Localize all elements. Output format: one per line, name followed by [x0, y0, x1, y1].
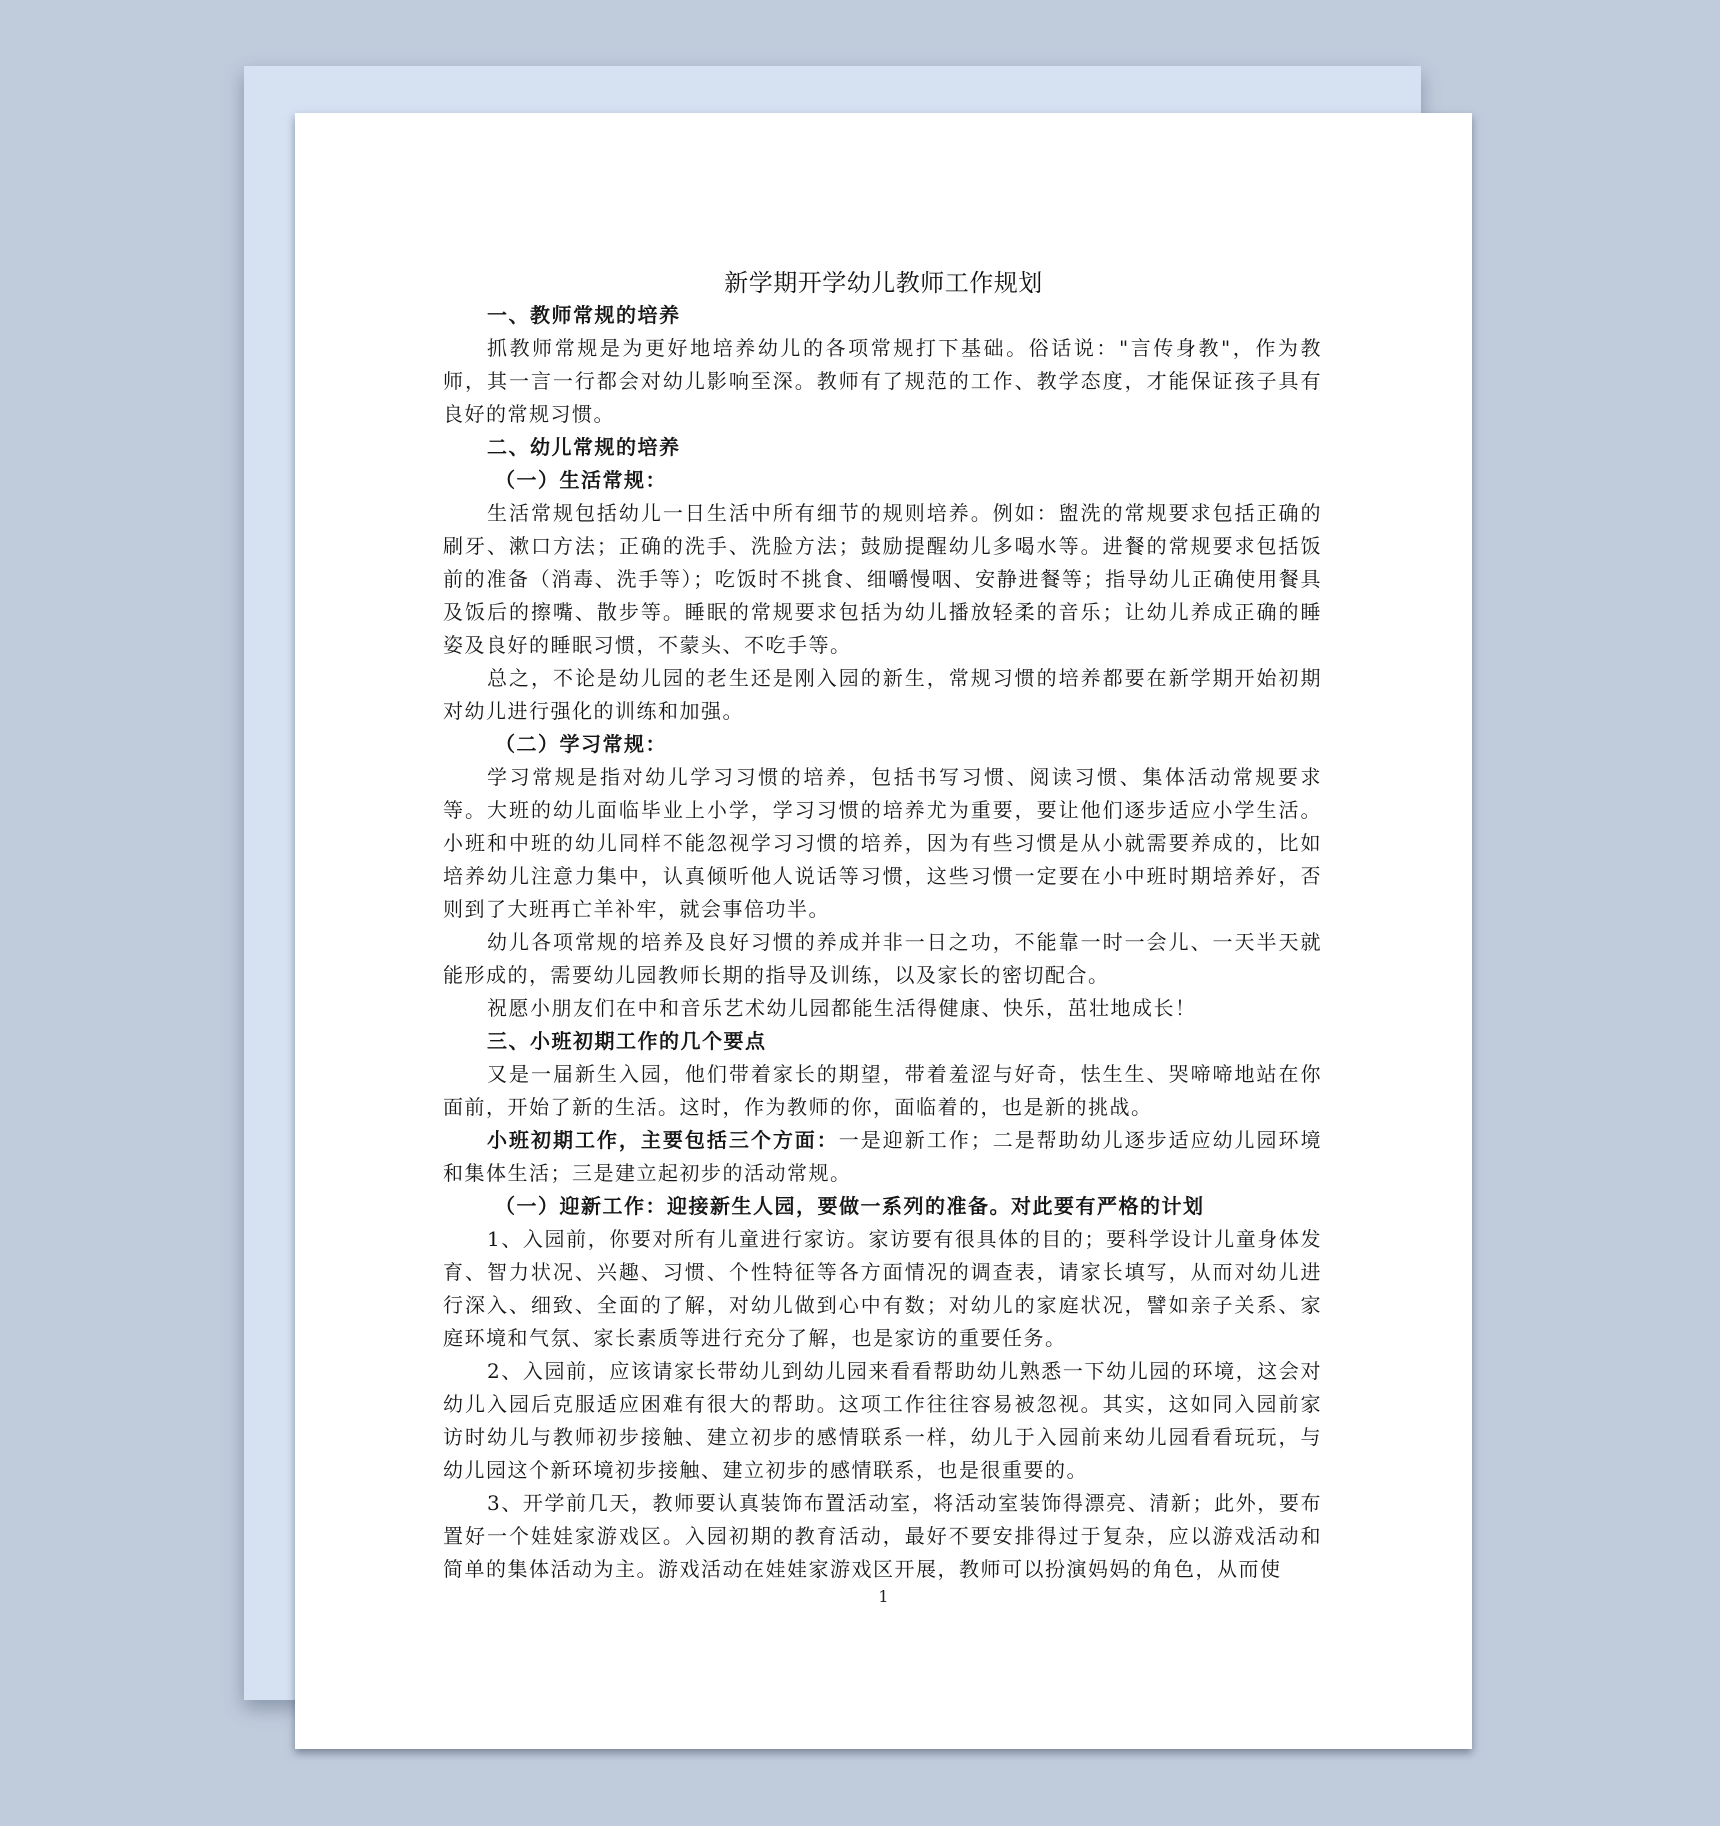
document-page	[295, 113, 1472, 1749]
paragraph: 幼儿各项常规的培养及良好习惯的养成并非一日之功，不能靠一时一会儿、一天半天就能形成的，需要幼儿园教师长期的指导及训练，以及家长的密切配合。	[443, 930, 1322, 987]
section-heading-small-class: 三、小班初期工作的几个要点	[487, 1029, 767, 1053]
paragraph-text: 一是迎新工作；二是帮助幼儿逐步适应幼儿园环境和集体生活；三是建立起初步的活动常规。	[443, 1128, 1323, 1185]
bold-lead-text: 小班初期工作，主要包括三个方面：	[487, 1128, 839, 1152]
list-item: 1、入园前，你要对所有儿童进行家访。家访要有很具体的目的；要科学设计儿童身体发育、智力状况、兴趣、习惯、个性特征等各方面情况的调查表，请家长填写，从而对幼儿进行深入、细致、全面的了解，对幼儿做到心中有数；对幼儿的家庭状况，譬如亲子关系、家庭环境和气氛、家长素质等进行充分了解，也是家访的重要任务。	[443, 1227, 1322, 1350]
paragraph: 抓教师常规是为更好地培养幼儿的各项常规打下基础。俗话说："言传身教"，作为教师，其一言一行都会对幼儿影响至深。教师有了规范的工作、教学态度，才能保证孩子具有良好的常规习惯。	[443, 336, 1322, 426]
list-item: 2、入园前，应该请家长带幼儿到幼儿园来看看帮助幼儿熟悉一下幼儿园的环境，这会对幼儿入园后克服适应困难有很大的帮助。这项工作往往容易被忽视。其实，这如同入园前家访时幼儿与教师初步接触、建立初步的感情联系一样，幼儿于入园前来幼儿园看看玩玩，与幼儿园这个新环境初步接触、建立初步的感情联系，也是很重要的。	[443, 1359, 1322, 1482]
paragraph	[443, 1124, 1322, 1190]
document-body	[443, 299, 1322, 1586]
list-item: 3、开学前几天，教师要认真装饰布置活动室，将活动室装饰得漂亮、清新；此外，要布置好一个娃娃家游戏区。入园初期的教育活动，最好不要安排得过于复杂，应以游戏活动和简单的集体活动为主。游戏活动在娃娃家游戏区开展，教师可以扮演妈妈的角色，从而使	[443, 1491, 1322, 1581]
subheading-study-routine: （二）学习常规：	[495, 732, 667, 756]
subheading-life-routine: （一）生活常规：	[495, 468, 667, 492]
subheading-welcome-work: （一）迎新工作：迎接新生人园，要做一系列的准备。对此要有严格的计划	[495, 1194, 1205, 1218]
paragraph: 学习常规是指对幼儿学习习惯的培养，包括书写习惯、阅读习惯、集体活动常规要求等。大班的幼儿面临毕业上小学，学习习惯的培养尤为重要，要让他们逐步适应小学生活。小班和中班的幼儿同样不能忽视学习习惯的培养，因为有些习惯是从小就需要养成的，比如培养幼儿注意力集中，认真倾听他人说话等习惯，这些习惯一定要在小中班时期培养好，否则到了大班再亡羊补牢，就会事倍功半。	[443, 765, 1322, 921]
section-heading-teacher-routine: 一、教师常规的培养	[487, 303, 681, 327]
paragraph: 总之，不论是幼儿园的老生还是刚入园的新生，常规习惯的培养都要在新学期开始初期对幼儿进行强化的训练和加强。	[443, 666, 1322, 723]
paragraph: 祝愿小朋友们在中和音乐艺术幼儿园都能生活得健康、快乐，茁壮地成长！	[487, 996, 1197, 1020]
section-heading-child-routine: 二、幼儿常规的培养	[487, 435, 681, 459]
document-title: 新学期开学幼儿教师工作规划	[724, 269, 1043, 297]
page-number: 1	[878, 1587, 889, 1606]
paragraph: 又是一届新生入园，他们带着家长的期望，带着羞涩与好奇，怯生生、哭啼啼地站在你面前，开始了新的生活。这时，作为教师的你，面临着的，也是新的挑战。	[443, 1062, 1322, 1119]
paragraph: 生活常规包括幼儿一日生活中所有细节的规则培养。例如：盥洗的常规要求包括正确的刷牙、漱口方法；正确的洗手、洗脸方法；鼓励提醒幼儿多喝水等。进餐的常规要求包括饭前的准备（消毒、洗手等）；吃饭时不挑食、细嚼慢咽、安静进餐等；指导幼儿正确使用餐具及饭后的擦嘴、散步等。睡眠的常规要求包括为幼儿播放轻柔的音乐；让幼儿养成正确的睡姿及良好的睡眠习惯，不蒙头、不吃手等。	[443, 501, 1322, 657]
